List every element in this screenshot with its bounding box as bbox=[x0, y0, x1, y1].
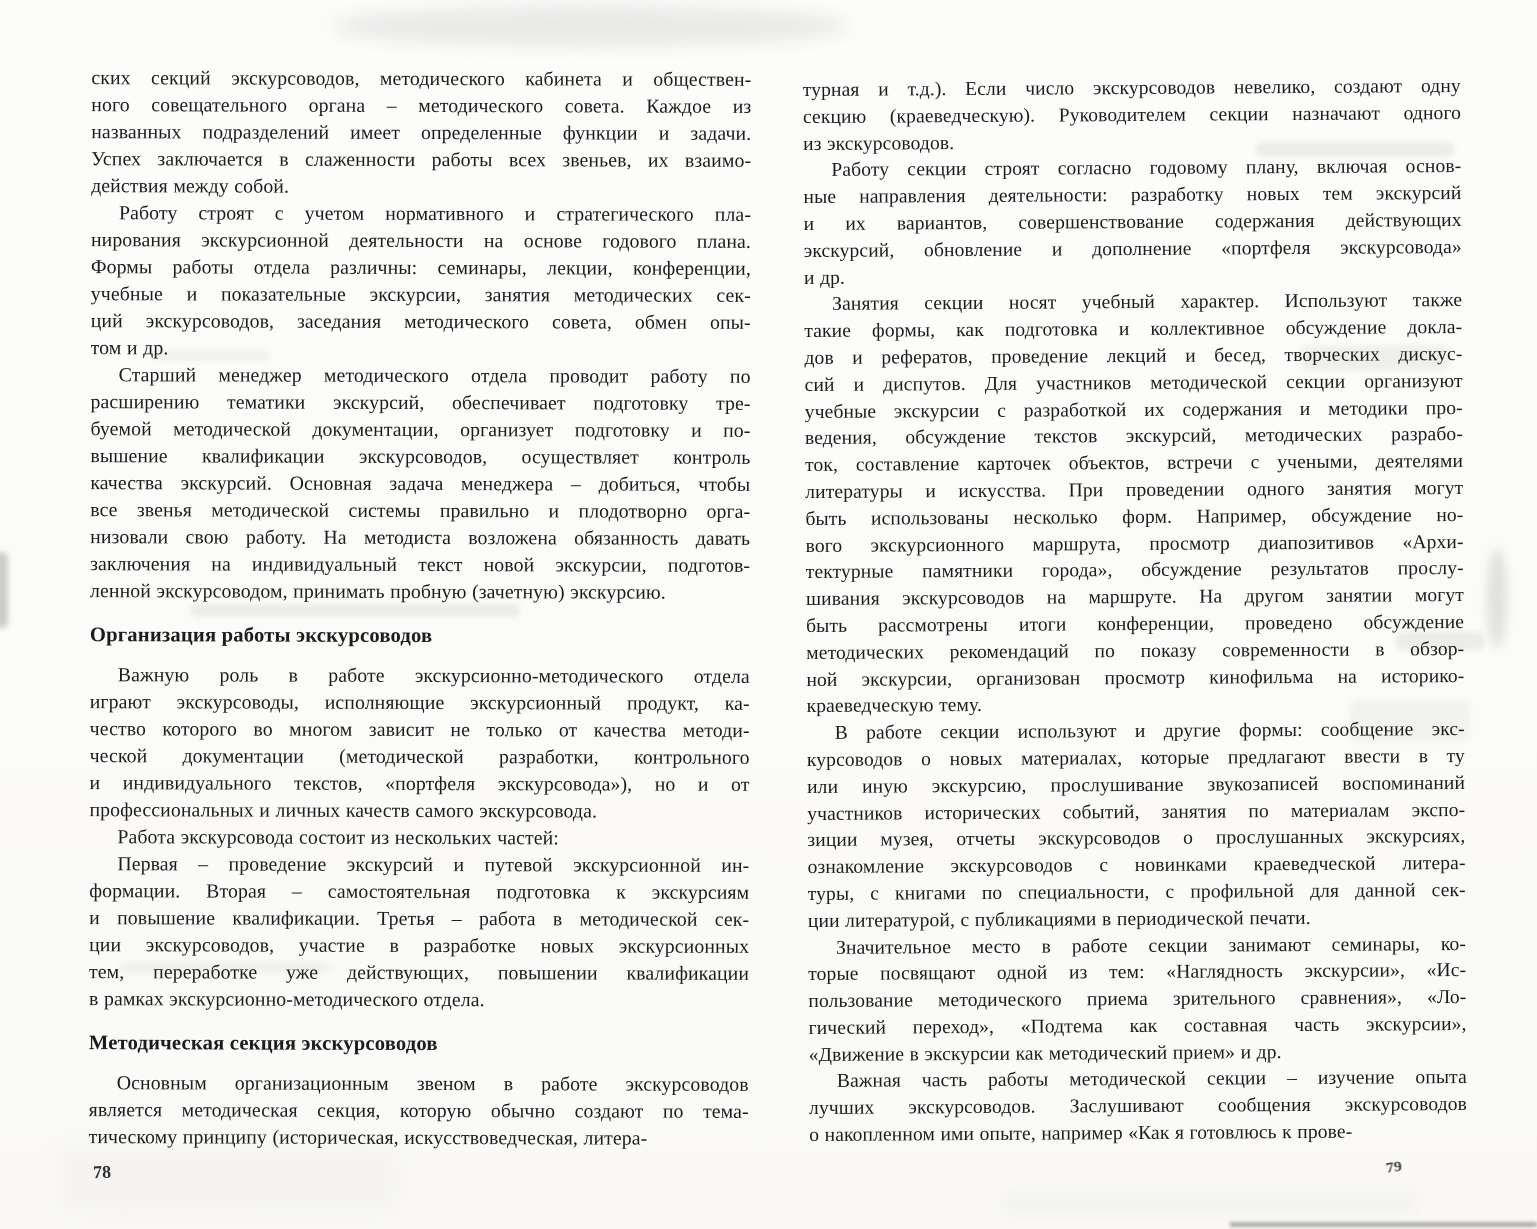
text-line: Значительное место в работе секции занимают семинары, ко- bbox=[835, 933, 1467, 959]
text-line: быть рассмотрены итоги конференции, проведено обсуждение bbox=[806, 611, 1465, 637]
text-line: ной экскурсии, организован просмотр кинофильма на историко- bbox=[806, 665, 1465, 691]
text-line: Первая – проведение экскурсий и путевой экскурсионной ин- bbox=[117, 853, 750, 877]
page-number-left: 78 bbox=[92, 1161, 112, 1183]
text-line: ного совещательного органа – методического совета. Каждое из bbox=[91, 94, 752, 118]
text-line: туры, с книгами по специальности, с профильной для данной сек- bbox=[807, 879, 1466, 905]
text-line: шивания экскурсоводов на маршруте. На другом занятии могут bbox=[805, 585, 1464, 611]
text-line: в рамках экскурсионно-методического отдела. bbox=[88, 988, 485, 1012]
text-line: ознакомление экскурсоводов с новинками краеведческой литера- bbox=[807, 853, 1466, 879]
text-line: том и др. bbox=[90, 337, 169, 360]
text-line: Важную роль в работе экскурсионно-методического отдела bbox=[117, 664, 750, 688]
text-line: ций экскурсоводов, заседания методического совета, обмен опы- bbox=[90, 310, 751, 334]
text-line: ции экскурсоводов, участие в разработке новых экскурсионных bbox=[89, 934, 750, 958]
text-line: сий и диспутов. Для участников методической секции организуют bbox=[804, 370, 1463, 396]
text-line: Занятия секции носят учебный характер. Используют также bbox=[832, 290, 1463, 316]
paragraph bbox=[803, 74, 1461, 158]
paragraph bbox=[89, 824, 749, 853]
text-line: методических рекомендаций по показу современности в обзор- bbox=[806, 638, 1465, 664]
text-line: дов и рефератов, проведение лекций и бесед, творческих дискус- bbox=[804, 343, 1463, 369]
text-line: Основным организационным звеном в работе экскурсоводов bbox=[116, 1072, 749, 1096]
text-line: буемой методической документации, организует подготовку и по- bbox=[90, 418, 751, 442]
text-line: ских секций экскурсоводов, методического кабинета и обществен- bbox=[91, 67, 752, 91]
paragraph bbox=[807, 717, 1466, 935]
text-line: Работу секции строят согласно годовому плану, включая основ- bbox=[831, 156, 1462, 182]
text-line: вышение квалификации экскурсоводов, осуществляет контроль bbox=[90, 445, 751, 469]
scan-smudge-top bbox=[330, 6, 850, 46]
paragraph bbox=[809, 1065, 1467, 1149]
text-line: тем, переработке уже действующих, повышении квалификации bbox=[89, 961, 750, 985]
right-page bbox=[803, 74, 1468, 1150]
text-line: низовали свою работу. На методиста возложена обязанность давать bbox=[90, 526, 751, 550]
paragraph bbox=[89, 662, 749, 826]
text-line: и др. bbox=[803, 267, 846, 289]
text-line: Работа экскурсовода состоит из нескольких частей: bbox=[117, 826, 559, 850]
text-line: является методическая секция, которую обычно создают по тема- bbox=[88, 1099, 749, 1123]
text-line: секцию (краеведческую). Руководителем секции назначают одного bbox=[802, 102, 1462, 128]
text-line: чество которого во многом зависит не только от качества методи- bbox=[89, 718, 750, 742]
text-line: быть использованы несколько форм. Например, обсуждение но- bbox=[805, 504, 1464, 530]
paragraph bbox=[91, 200, 751, 364]
page-number-right: 79 bbox=[1384, 1158, 1403, 1177]
text-line: ции литературой, с публикациями в периодической печати. bbox=[807, 907, 1311, 932]
text-line: нирования экскурсионной деятельности на основе годового плана. bbox=[90, 229, 751, 253]
text-line: ные направления деятельности: разработку новых тем экскурсий bbox=[803, 183, 1462, 209]
text-line: торые посвящают одной из тем: «Наглядность экскурсии», «Ис- bbox=[808, 960, 1467, 986]
text-line: учебные и показательные экскурсии, занятия методических сек- bbox=[90, 283, 751, 307]
text-line: названных подразделений имеет определенные функции и задачи. bbox=[91, 121, 752, 145]
paragraph bbox=[804, 288, 1465, 721]
scan-streak-left-edge bbox=[0, 552, 8, 628]
text-line: расширению тематики экскурсий, обеспечивает подготовку тре- bbox=[90, 391, 751, 415]
text-line: из экскурсоводов. bbox=[803, 132, 955, 155]
text-line: гический переход», «Подтема как составная часть экскурсии», bbox=[808, 1013, 1467, 1039]
text-line: и индивидуального текстов, «портфеля экскурсовода»), но и от bbox=[89, 772, 750, 796]
left-page bbox=[89, 65, 752, 1153]
section-heading: Организация работы экскурсоводов bbox=[89, 624, 433, 648]
text-line: и их вариантов, совершенствование содержания действующих bbox=[803, 209, 1462, 236]
paragraph bbox=[803, 154, 1462, 292]
text-line: Важная часть работы методической секции – изучение опыта bbox=[836, 1067, 1467, 1093]
section-heading: Методическая секция экскурсоводов bbox=[88, 1032, 438, 1056]
text-line: формации. Вторая – самостоятельная подготовка к экскурсиям bbox=[89, 880, 750, 904]
text-line: ленной экскурсоводом, принимать пробную (зачетную) экскурсию. bbox=[90, 580, 666, 604]
text-line: литературы и искусства. При проведении одного занятия могут bbox=[805, 477, 1464, 503]
text-line: турная и т.д.). Если число экскурсоводов невелико, создают одну bbox=[802, 76, 1461, 102]
scan-edge-line-bottom bbox=[1230, 1222, 1537, 1227]
text-line: тектурные памятники города», обсуждение результатов прослу- bbox=[805, 558, 1464, 584]
text-line: курсоводов о новых материалах, которые предлагают ввести в ту bbox=[806, 745, 1465, 771]
text-line: играют экскурсоводы, исполняющие экскурсионный продукт, ка- bbox=[89, 691, 750, 715]
text-line: Работу строят с учетом нормативного и стратегического пла- bbox=[119, 202, 752, 226]
text-line: вого экскурсионного маршрута, просмотр диапозитивов «Архи- bbox=[805, 531, 1464, 557]
text-line: профессиональных и личных качеств самого экскурсовода. bbox=[89, 799, 598, 823]
text-line: Успех заключается в слаженности работы всех звеньев, их взаимо- bbox=[91, 148, 752, 172]
text-line: или иную экскурсию, прослушивание звукозаписей воспоминаний bbox=[807, 772, 1466, 798]
text-line: качества экскурсий. Основная задача менеджера – добиться, чтобы bbox=[90, 472, 751, 496]
text-line: ческой документации (методической разработки, контрольного bbox=[89, 745, 750, 769]
text-line: и повышение квалификации. Третья – работа в методической сек- bbox=[89, 907, 750, 931]
paragraph bbox=[90, 362, 751, 607]
text-line: участников исторических событий, занятия по материалам экспо- bbox=[807, 799, 1466, 825]
text-line: все звенья методической системы правильно и плодотворно орга- bbox=[90, 499, 751, 523]
text-line: «Движение в экскурсии как методический прием» и др. bbox=[808, 1041, 1282, 1066]
text-line: ток, составление карточек объектов, встречи с учеными, деятелями bbox=[805, 451, 1464, 477]
text-line: лучших экскурсоводов. Заслушивают сообщения экскурсоводов bbox=[808, 1094, 1468, 1120]
text-line: краеведческую тему. bbox=[806, 695, 982, 718]
bleed-through-ghost bbox=[1000, 1190, 1420, 1216]
text-line: Старший менеджер методического отдела проводит работу по bbox=[118, 364, 751, 388]
text-line: зиции музея, отчеты экскурсоводов о прослушанных экскурсиях, bbox=[807, 826, 1466, 852]
text-line: ведения, обсуждение текстов экскурсий, методических разрабо- bbox=[804, 424, 1463, 450]
text-line: экскурсий, обновление и дополнение «портфеля экскурсовода» bbox=[803, 236, 1462, 262]
text-line: В работе секции используют и другие формы: сообщение экс- bbox=[834, 719, 1465, 744]
paragraph bbox=[808, 931, 1467, 1069]
text-line: действия между собой. bbox=[91, 175, 290, 198]
text-line: Формы работы отдела различны: семинары, лекции, конференции, bbox=[90, 256, 751, 280]
text-line: о накопленном ими опыте, например «Как я готовлюсь к прове- bbox=[809, 1121, 1353, 1147]
scan-smudge-right-edge bbox=[1487, 548, 1507, 648]
text-line: тическому принципу (историческая, искусствоведческая, литера- bbox=[88, 1126, 648, 1150]
text-line: такие формы, как подготовка и коллективное обсуждение докла- bbox=[804, 317, 1463, 343]
text-line: учебные экскурсии с разработкой их содержания и методики про- bbox=[804, 397, 1463, 423]
paragraph bbox=[89, 851, 749, 1015]
text-line: заключения на индивидуальный текст новой экскурсии, подготов- bbox=[90, 553, 751, 577]
text-line: пользование методического приема зрительного сравнения», «Ло- bbox=[808, 987, 1467, 1013]
paragraph bbox=[91, 65, 751, 202]
paragraph bbox=[89, 1070, 749, 1153]
